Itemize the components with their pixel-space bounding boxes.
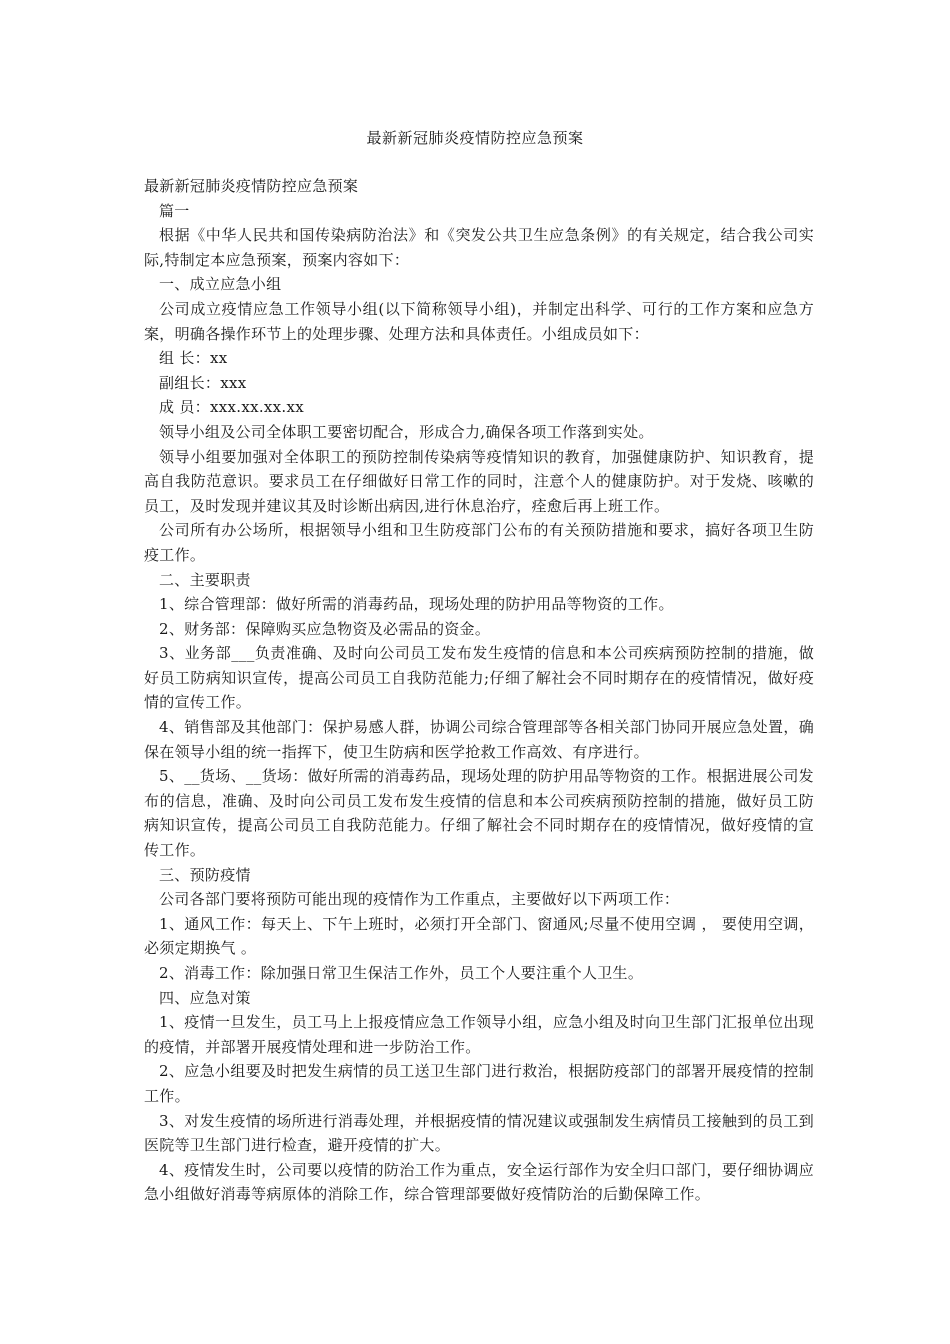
- paragraph-subtitle: 最新新冠肺炎疫情防控应急预案: [144, 177, 359, 195]
- paragraph: 公司各部门要将预防可能出现的疫情作为工作重点，主要做好以下两项工作：: [159, 890, 680, 909]
- section-heading: 二、主要职责: [159, 570, 251, 589]
- list-item: 1、综合管理部：做好所需的消毒药品，现场处理的防护用品等物资的工作。: [159, 595, 674, 614]
- paragraph: 根据《中华人民共和国传染病防治法》和《突发公共卫生应急条例》的有关规定，结合我公司实际,特制定本应急预案，预案内容如下：: [144, 226, 814, 269]
- list-item: 1、疫情一旦发生，员工马上上报疫情应急工作领导小组，应急小组及时向卫生部门汇报单位出现的疫情，并部署开展疫情处理和进一步防治工作。: [144, 1013, 814, 1056]
- section-heading: 四、应急对策: [159, 988, 251, 1007]
- member-line: 副组长：xxx: [159, 373, 247, 392]
- list-item: 4、疫情发生时，公司要以疫情的防治工作为重点，安全运行部作为安全归口部门，要仔细协调应急小组做好消毒等病原体的消除工作，综合管理部要做好疫情防治的后勤保障工作。: [144, 1160, 814, 1204]
- paragraph: 领导小组要加强对全体职工的预防控制传染病等疫情知识的教育，加强健康防护、知识教育，提高自我防范意识。要求员工在仔细做好日常工作的同时，注意个人的健康防护。对于发烧、咳嗽的员工，及时发现并建议其及时诊断出病因,进行休息治疗，痊愈后再上班工作。: [144, 447, 814, 515]
- list-item: 2、消毒工作：除加强日常卫生保洁工作外，员工个人要注重个人卫生。: [159, 964, 644, 982]
- section-heading: 三、预防疫情: [159, 865, 251, 884]
- list-item: 4、销售部及其他部门：保护易感人群，协调公司综合管理部等各相关部门协同开展应急处置，确保在领导小组的统一指挥下，使卫生防病和医学抢救工作高效、有序进行。: [144, 718, 814, 761]
- list-item: 2、应急小组要及时把发生病情的员工送卫生部门进行救治，根据防疫部门的部署开展疫情的控制工作。: [144, 1062, 814, 1105]
- paragraph-section-label: 篇一: [159, 201, 190, 220]
- paragraph: 领导小组及公司全体职工要密切配合，形成合力,确保各项工作落到实处。: [159, 422, 654, 441]
- document-title: 最新新冠肺炎疫情防控应急预案: [366, 129, 584, 147]
- member-line: 组 长：xx: [159, 349, 228, 368]
- document-body: [144, 174, 814, 1207]
- paragraph: 公司所有办公场所，根据领导小组和卫生防疫部门公布的有关预防措施和要求，搞好各项卫生防疫工作。: [144, 521, 814, 564]
- list-item: 3、对发生疫情的场所进行消毒处理，并根据疫情的情况建议或强制发生病情员工接触到的员工到医院等卫生部门进行检查，避开疫情的扩大。: [144, 1111, 814, 1155]
- section-heading: 一、成立应急小组: [159, 275, 282, 294]
- list-item: 3、业务部___负责准确、及时向公司员工发布发生疫情的信息和本公司疾病预防控制的措施，做好员工防病知识宣传，提高公司员工自我防范能力;仔细了解社会不同时期存在的疫情情况，做好疫情的宣传工作。: [144, 644, 814, 712]
- paragraph: 公司成立疫情应急工作领导小组(以下简称领导小组)，并制定出科学、可行的工作方案和应急方案，明确各操作环节上的处理步骤、处理方法和具体责任。小组成员如下：: [144, 299, 814, 343]
- list-item: 2、财务部：保障购买应急物资及必需品的资金。: [159, 619, 491, 638]
- list-item: 5、__货场、__货场：做好所需的消毒药品，现场处理的防护用品等物资的工作。根据进展公司发布的信息，准确、及时向公司员工发布发生疫情的信息和本公司疾病预防控制的措施，做好员工防病知识宣传，提高公司员工自我防范能力。仔细了解社会不同时期存在的疫情情况，做好疫情的宣传工作。: [144, 767, 814, 860]
- list-item: 1、通风工作：每天上、下午上班时，必须打开全部门、窗通风;尽量不使用空调 ， 要使用空调，必须定期换气 。: [144, 914, 814, 958]
- member-line: 成 员：xxx.xx.xx.xx: [159, 398, 305, 417]
